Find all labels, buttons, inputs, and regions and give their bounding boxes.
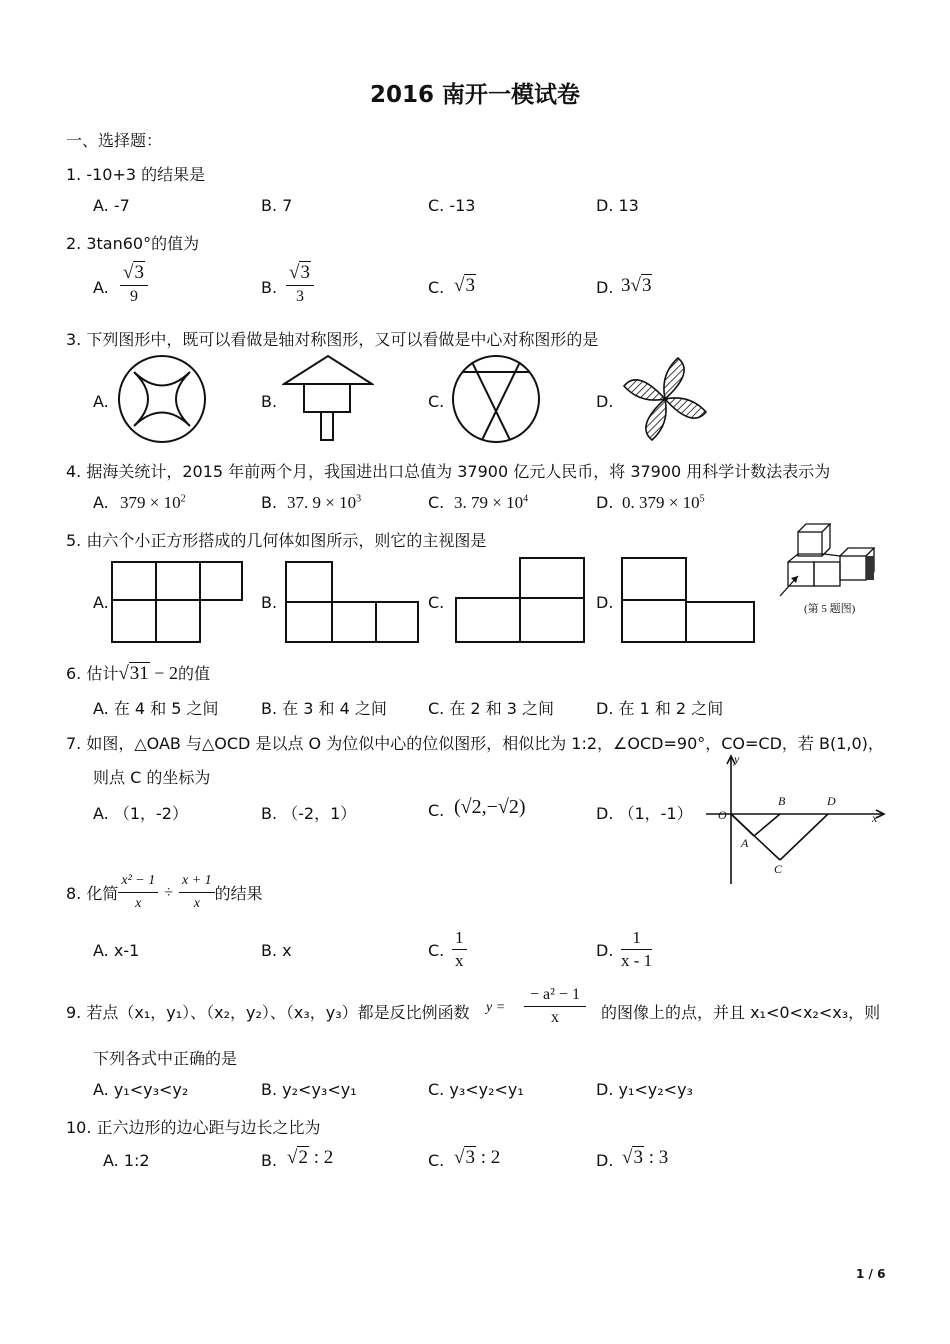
- q10-stem: 10. 正六边形的边心距与边长之比为: [66, 1118, 321, 1137]
- q6-option-c: C. 在 2 和 3 之间: [428, 699, 555, 718]
- q7-option-c: C.: [428, 801, 445, 820]
- q7-label-y: y: [734, 752, 740, 766]
- q5-option-b: B.: [261, 593, 278, 612]
- q2-stem: 2. 3tan60°的值为: [66, 234, 200, 253]
- q5-figure-c: [454, 556, 588, 644]
- q1-stem: 1. -10+3 的结果是: [66, 165, 206, 184]
- q9-function-fraction: $\frac{\text{− a² − 1}}{x}$: [524, 984, 586, 1029]
- q4-option-a-value: $379 \times 10^2$: [120, 493, 186, 512]
- q4-option-d: D.: [596, 493, 614, 512]
- q7-option-c-value: (√2,−√2): [454, 796, 526, 818]
- q5-figure-b: [284, 560, 420, 644]
- q1-option-a: A. -7: [93, 196, 130, 215]
- q10-option-d: D.: [596, 1151, 614, 1170]
- q7-label-o: O: [718, 808, 727, 822]
- q4-stem: 4. 据海关统计，2015 年前两个月，我国进出口总值为 37900 亿元人民币，将 37900 用科学计数法表示为: [66, 462, 831, 481]
- q4-option-b-value: 37. $9 \times 10^3$: [287, 493, 362, 512]
- q3-option-d: D.: [596, 392, 614, 411]
- q7-option-d: D. （1，-1）: [596, 804, 693, 823]
- q5-figure-d: [620, 556, 756, 644]
- q2-option-d-radical: 3√3: [621, 275, 652, 296]
- q3-figure-d: [620, 354, 710, 444]
- q10-option-b: B.: [261, 1151, 278, 1170]
- section-heading: 一、选择题：: [66, 131, 163, 150]
- q7-stem: 7. 如图，△OAB 与△OCD 是以点 O 为位似中心的位似图形，相似比为 1:2，∠OCD=90°，CO=CD，若 B(1,0)，: [66, 734, 884, 753]
- q3-option-c: C.: [428, 392, 445, 411]
- q8-fraction-1: $\frac{\text{x² − 1}}{x}$: [118, 870, 158, 915]
- q4-option-c: C.: [428, 493, 445, 512]
- q8-fraction-2: $\frac{x + 1}{x}$: [179, 870, 215, 915]
- q3-option-b: B.: [261, 392, 278, 411]
- q2-option-c-radical: √3: [454, 275, 475, 296]
- q8-stem: 8. 化简 $\frac{\text{x² − 1}}{x}$ ÷ $\frac{x + 1}{x}$ 的结果: [66, 870, 263, 915]
- q5-option-a: A.: [93, 593, 109, 612]
- q10-option-c-value: √3 : 2: [454, 1147, 501, 1168]
- q2-option-c: C.: [428, 278, 445, 297]
- q9-stem: 9. 若点（x₁，y₁）、（x₂，y₂）、（x₃，y₃）都是反比例函数: [66, 1003, 470, 1022]
- q7-label-b: B: [778, 794, 786, 808]
- q7-label-c: C: [774, 862, 783, 876]
- q9-option-a: A. y₁<y₃<y₂: [93, 1080, 189, 1099]
- q3-figure-c: [450, 354, 542, 444]
- q10-option-c: C.: [428, 1151, 445, 1170]
- q9-option-c: C. y₃<y₂<y₁: [428, 1080, 524, 1099]
- page-number: 1 / 6: [856, 1267, 886, 1281]
- q10-option-b-value: √2 : 2: [287, 1147, 334, 1168]
- q6-option-b: B. 在 3 和 4 之间: [261, 699, 387, 718]
- q3-option-a: A.: [93, 392, 109, 411]
- page-title: 2016 南开一模试卷: [369, 82, 581, 108]
- q9-option-d: D. y₁<y₂<y₃: [596, 1080, 693, 1099]
- q1-option-b: B. 7: [261, 196, 293, 215]
- q4-option-c-value: 3. $79 \times 10^4$: [454, 493, 529, 512]
- q7-label-a: A: [741, 836, 749, 850]
- q7-label-x: x: [872, 811, 878, 825]
- q6-option-d: D. 在 1 和 2 之间: [596, 699, 724, 718]
- q10-option-d-value: √3 : 3: [622, 1147, 669, 1168]
- q9-function-lhs: y =: [486, 1000, 506, 1015]
- q5-figure-a: [108, 558, 244, 644]
- q8-option-a: A. x-1: [93, 941, 140, 960]
- q5-stem: 5. 由六个小正方形搭成的几何体如图所示，则它的主视图是: [66, 531, 487, 550]
- q8-option-b: B. x: [261, 941, 292, 960]
- q7-option-b: B. （-2，1）: [261, 804, 357, 823]
- q3-figure-b: [282, 354, 374, 442]
- q6-option-a: A. 在 4 和 5 之间: [93, 699, 219, 718]
- q9-stem-tail: 的图像上的点，并且 x₁<0<x₂<x₃，则: [601, 1003, 881, 1022]
- q8-option-c-fraction: $\frac{1}{x}$: [452, 927, 467, 972]
- q8-option-c: C.: [428, 941, 445, 960]
- q8-option-d-fraction: $\frac{1}{x - 1}$: [621, 928, 653, 970]
- q7-coordinate-figure: [704, 752, 888, 886]
- q2-option-a-fraction: $\frac{√3}{9}$: [120, 262, 148, 308]
- q4-option-b: B.: [261, 493, 278, 512]
- q4-option-a: A.: [93, 493, 109, 512]
- q7-option-a: A. （1，-2）: [93, 804, 188, 823]
- q7-label-d: D: [827, 794, 836, 808]
- q3-stem: 3. 下列图形中，既可以看做是轴对称图形，又可以看做是中心对称图形的是: [66, 330, 599, 349]
- q4-option-d-value: 0. $379 \times 10^5$: [622, 493, 705, 512]
- q2-option-b-fraction: $\frac{√3}{3}$: [286, 262, 314, 308]
- q5-option-c: C.: [428, 593, 445, 612]
- q2-option-b: B.: [261, 278, 278, 297]
- q5-figure-caption: (第 5 题图): [804, 603, 856, 615]
- q3-figure-a: [116, 354, 208, 444]
- q5-solid-figure: [776, 520, 886, 598]
- q9-stem-line2: 下列各式中正确的是: [93, 1049, 238, 1068]
- q1-option-d: D. 13: [596, 196, 639, 215]
- q2-option-d: D.: [596, 278, 614, 297]
- q6-stem: 6. 估计√31 − 2的值: [66, 663, 210, 684]
- q2-option-a: A.: [93, 278, 109, 297]
- q1-option-c: C. -13: [428, 196, 476, 215]
- q7-stem-line2: 则点 C 的坐标为: [93, 768, 211, 787]
- q8-option-d: D.: [596, 941, 614, 960]
- q10-option-a: A. 1:2: [103, 1151, 150, 1170]
- q9-option-b: B. y₂<y₃<y₁: [261, 1080, 357, 1099]
- q5-option-d: D.: [596, 593, 614, 612]
